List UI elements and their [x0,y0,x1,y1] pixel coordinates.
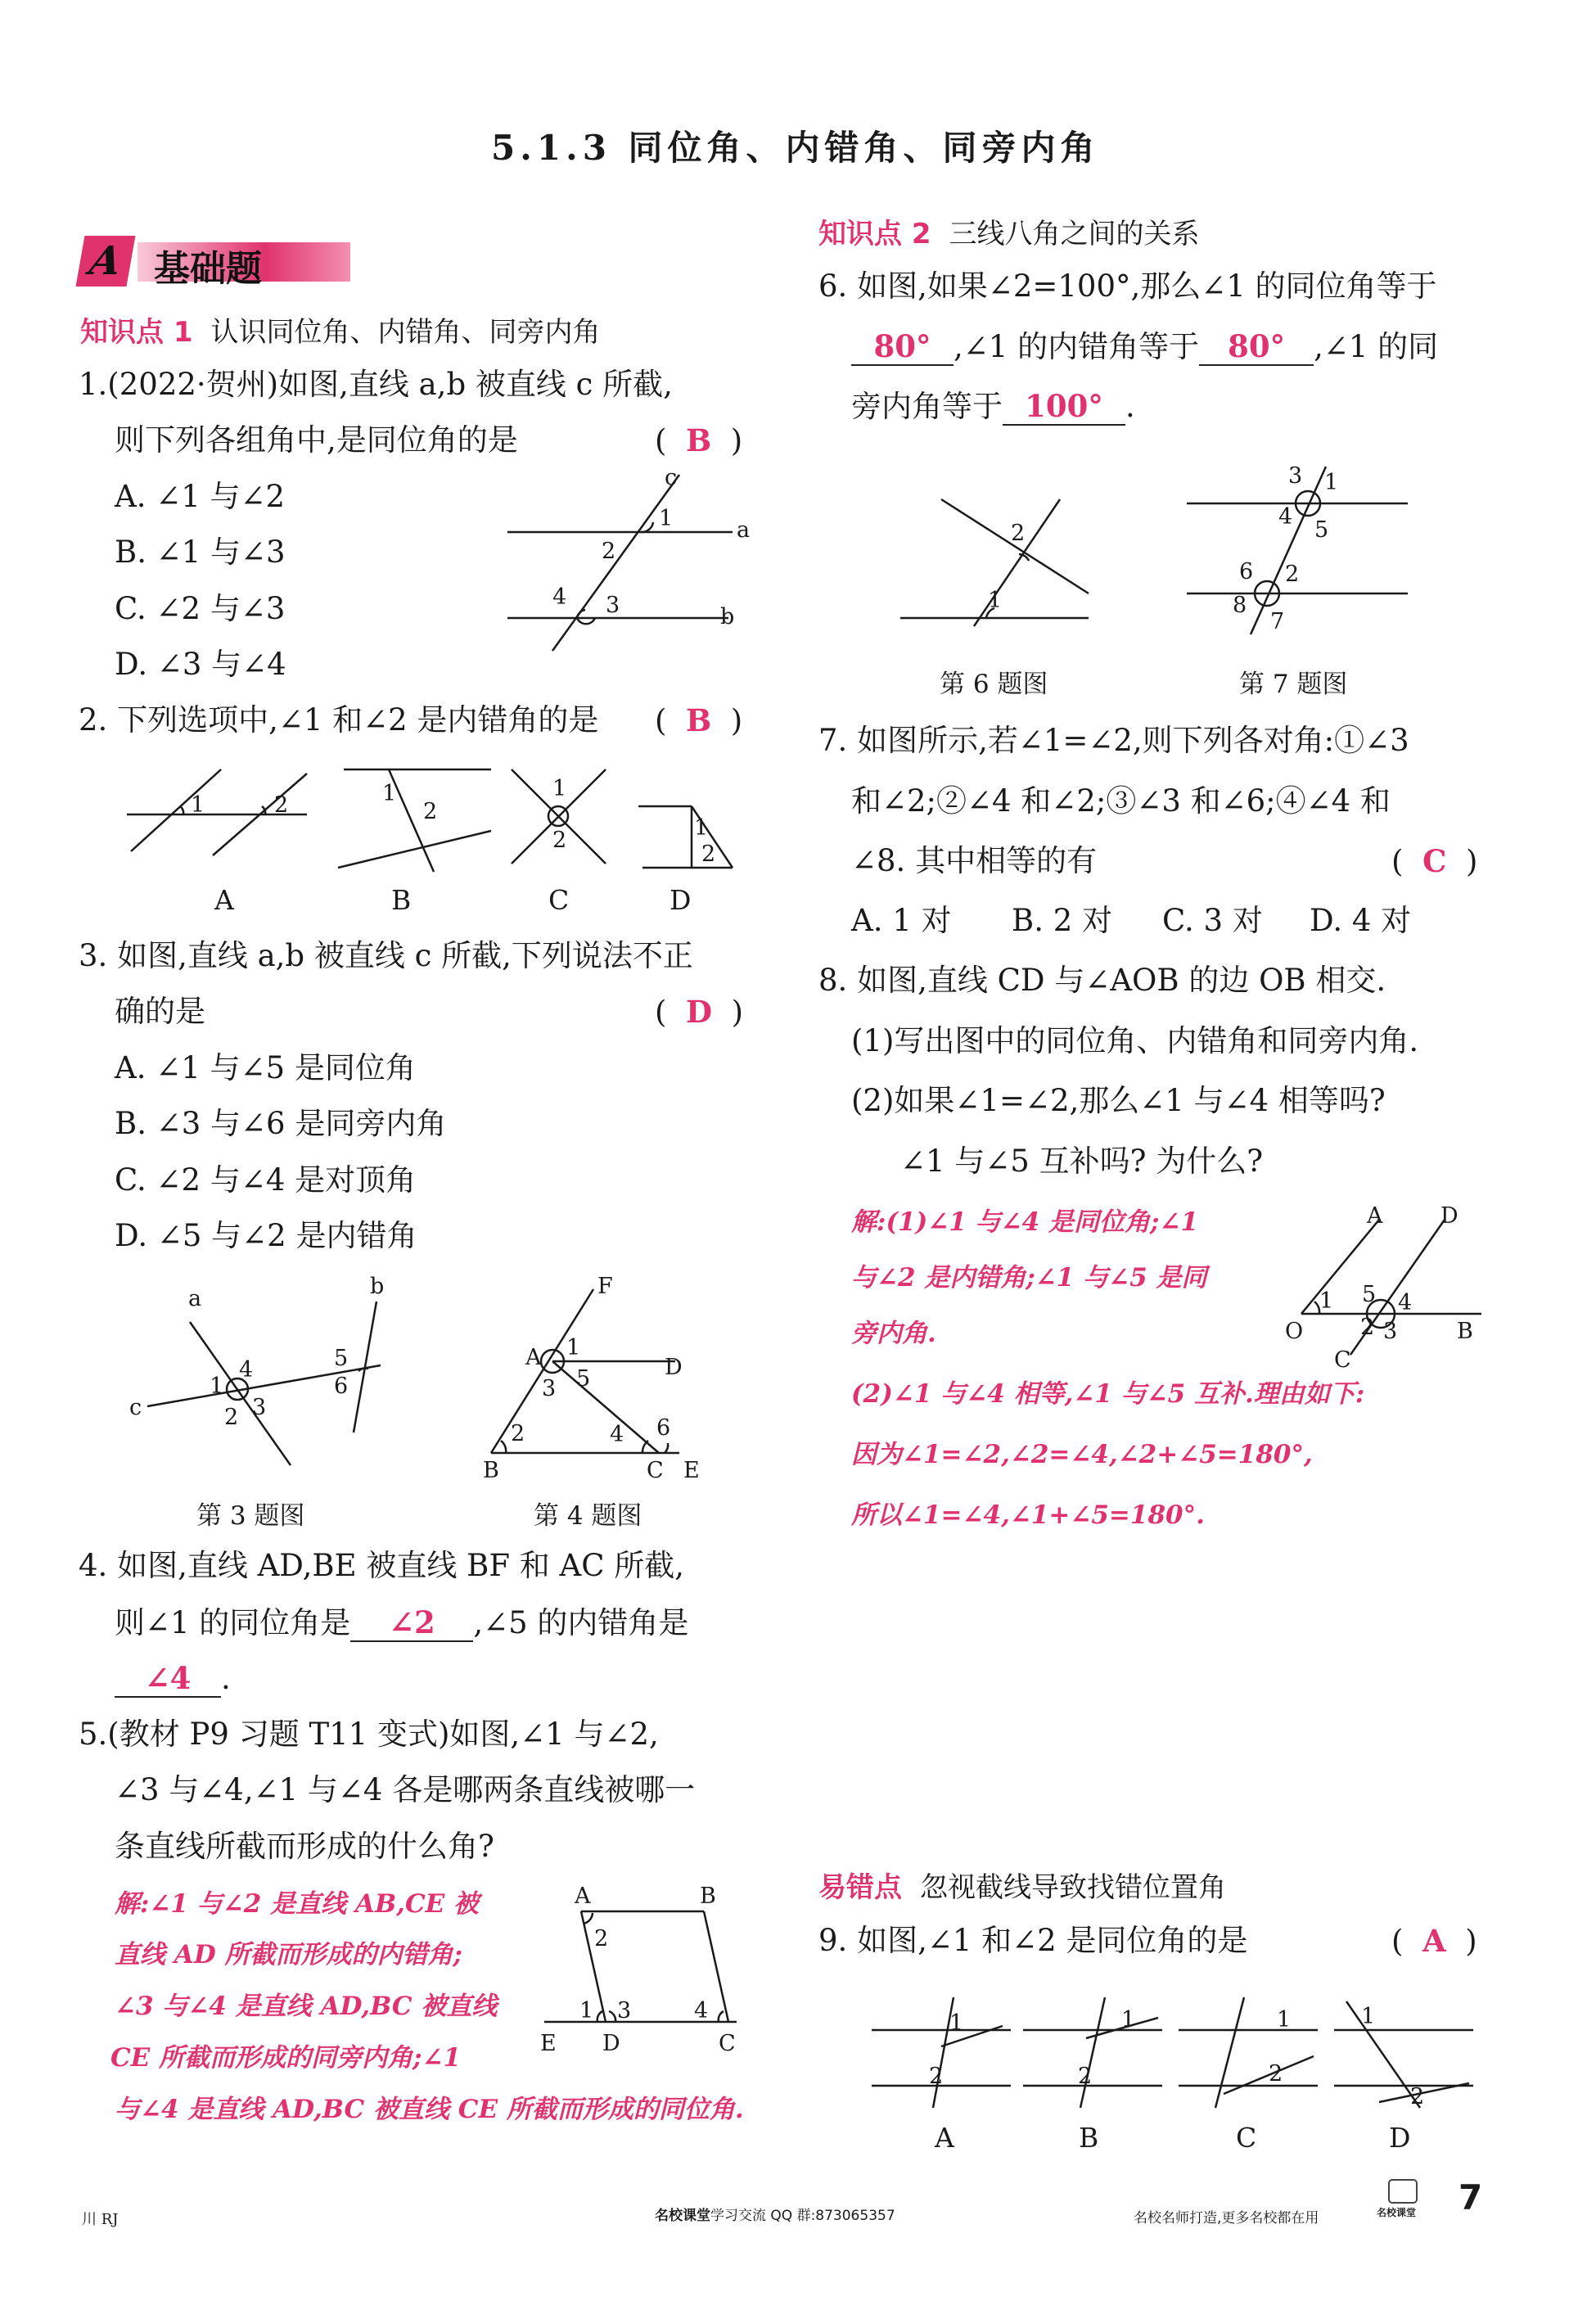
footer-left: 川 RJ [82,2211,119,2228]
q9-answer: ( A ) [1391,1923,1477,1959]
knowledge-point-1: 知识点 1 认识同位角、内错角、同旁内角 [80,316,601,349]
q5-solution-2: 直线 AD 所截而形成的内错角; [115,1940,462,1969]
q7-option-b: B. 2 对 [1012,903,1113,938]
q5-line3: 条直线所截而形成的什么角? [115,1829,494,1864]
q7-option-d: D. 4 对 [1310,903,1412,938]
svg-text:c: c [129,1395,142,1420]
q8-solution-3: 旁内角. [851,1319,936,1348]
svg-text:1: 1 [579,1998,594,2024]
q4-line3: ∠4 . [115,1660,231,1698]
svg-text:a: a [737,517,751,543]
svg-text:1: 1 [694,815,709,841]
svg-text:3: 3 [1383,1319,1398,1344]
svg-text:1: 1 [1319,1288,1334,1314]
q6-line3: 旁内角等于 100° . [851,388,1135,424]
badge-letter: A [76,236,136,286]
footer-right: 名校名师打造,更多名校都在用 [1134,2210,1319,2227]
svg-text:6: 6 [656,1415,671,1441]
q1-answer: ( B ) [655,422,743,458]
svg-text:4: 4 [239,1357,254,1383]
svg-text:4: 4 [610,1422,624,1447]
q6-answer-2: 80° [1199,328,1314,366]
svg-text:1: 1 [988,588,1003,613]
svg-text:F: F [597,1274,613,1299]
svg-text:2: 2 [274,792,289,818]
q4-caption: 第 4 题图 [534,1501,642,1531]
svg-text:2: 2 [423,799,438,824]
error-prone-point: 易错点 忽视截线导致找错位置角 [818,1871,1226,1904]
q5-line2: ∠3 与∠4,∠1 与∠4 各是哪两条直线被哪一 [115,1772,696,1807]
svg-text:1: 1 [566,1335,581,1360]
q9-option-a-figure [868,1989,1015,2112]
q8-solution-5: 因为∠1=∠2,∠2=∠4,∠2+∠5=180°, [851,1440,1313,1469]
q3-line2: 确的是 [115,994,205,1029]
q9-stem: 9. 如图,∠1 和∠2 是同位角的是 [818,1923,1248,1958]
q3-line1: 3. 如图,直线 a,b 被直线 c 所截,下列说法不正 [79,938,693,973]
q1-line1: 1.(2022·贺州)如图,直线 a,b 被直线 c 所截, [79,367,673,402]
svg-text:a: a [188,1286,202,1311]
q3-option-c: C. ∠2 与∠4 是对顶角 [115,1162,417,1198]
svg-text:2: 2 [929,2064,944,2089]
q9-label-b: B [1079,2122,1099,2154]
svg-text:3: 3 [617,1998,632,2024]
svg-text:4: 4 [1398,1290,1413,1315]
q5-figure [540,1884,753,2056]
q2-option-d-figure [634,761,749,876]
q2-label-a: A [214,884,234,916]
q8-solution-6: 所以∠1=∠4,∠1+∠5=180°. [851,1500,1205,1530]
svg-text:1: 1 [659,506,674,531]
q1-figure [491,467,753,663]
q4-line2: 则∠1 的同位角是 ∠2 ,∠5 的内错角是 [115,1604,689,1640]
svg-text:B: B [483,1458,499,1483]
q8-line4: ∠1 与∠5 互补吗? 为什么? [900,1144,1264,1179]
q6-answer-3: 100° [1003,388,1125,426]
svg-text:4: 4 [1278,504,1293,530]
svg-text:2: 2 [1285,562,1300,587]
svg-text:A: A [525,1345,542,1370]
q6-line2: 80° ,∠1 的内错角等于 80° ,∠1 的同 [851,328,1438,366]
q4-answer-2: ∠4 [115,1660,221,1698]
q2-option-b-figure [331,761,495,876]
footer-center: 名校课堂学习交流 QQ 群:873065357 [655,2208,895,2224]
svg-text:b: b [720,604,735,629]
svg-text:B: B [1457,1319,1473,1344]
svg-text:1: 1 [1121,2007,1136,2033]
q8-line3: (2)如果∠1=∠2,那么∠1 与∠4 相等吗? [851,1083,1386,1118]
q7-caption: 第 7 题图 [1239,670,1348,699]
svg-text:1: 1 [1361,2004,1376,2029]
q1-option-d: D. ∠3 与∠4 [115,647,286,682]
q8-solution-1: 解:(1)∠1 与∠4 是同位角;∠1 [851,1207,1199,1237]
svg-text:D: D [665,1355,683,1380]
q3-option-d: D. ∠5 与∠2 是内错角 [115,1218,417,1253]
q4-answer-1: ∠2 [350,1604,473,1642]
svg-text:2: 2 [1410,2084,1425,2109]
svg-text:2: 2 [552,828,567,853]
svg-text:1: 1 [949,2010,964,2036]
svg-text:E: E [540,2031,557,2056]
svg-text:2: 2 [1269,2061,1283,2087]
q3-caption: 第 3 题图 [196,1501,305,1531]
q1-option-b: B. ∠1 与∠3 [115,535,286,570]
q6-answer-1: 80° [851,328,954,366]
svg-text:2: 2 [594,1926,609,1951]
svg-text:D: D [602,2031,620,2056]
svg-text:2: 2 [1078,2064,1093,2089]
svg-text:5: 5 [1314,517,1329,543]
svg-text:3: 3 [252,1395,267,1420]
svg-text:2: 2 [224,1405,239,1430]
page-number: 7 [1458,2177,1483,2218]
svg-text:7: 7 [1270,609,1285,634]
q2-option-c-figure [503,761,618,868]
svg-text:1: 1 [1324,470,1339,495]
q5-solution-3: ∠3 与∠4 是直线 AD,BC 被直线 [115,1992,498,2021]
q2-label-d: D [670,884,692,916]
svg-text:E: E [683,1458,700,1483]
q9-label-c: C [1236,2122,1257,2154]
q1-line2: 则下列各组角中,是同位角的是 [115,422,518,458]
q2-answer: ( B ) [655,702,743,738]
svg-text:1: 1 [382,781,397,806]
svg-text:4: 4 [552,584,567,610]
svg-text:1: 1 [552,776,567,801]
q7-answer: ( C ) [1391,843,1478,879]
q5-solution-1: 解:∠1 与∠2 是直线 AB,CE 被 [115,1889,480,1919]
q4-line1: 4. 如图,直线 AD,BE 被直线 BF 和 AC 所截, [79,1548,685,1583]
svg-text:2: 2 [602,539,616,564]
q2-stem: 2. 下列选项中,∠1 和∠2 是内错角的是 [79,702,599,738]
q7-option-c: C. 3 对 [1162,903,1263,938]
svg-text:C: C [647,1458,664,1483]
q9-label-a: A [935,2122,954,2154]
q9-option-c-figure [1174,1989,1322,2112]
svg-text:B: B [700,1884,716,1909]
q7-figure [1179,458,1416,647]
q8-line2: (1)写出图中的同位角、内错角和同旁内角. [851,1023,1419,1058]
q6-caption: 第 6 题图 [940,670,1048,699]
svg-text:2: 2 [1011,521,1026,546]
q2-label-b: B [391,884,412,916]
q7-line2: 和∠2;②∠4 和∠2;③∠3 和∠6;④∠4 和 [851,783,1391,819]
q8-figure [1285,1203,1498,1373]
q8-line1: 8. 如图,直线 CD 与∠AOB 的边 OB 相交. [818,963,1386,998]
svg-text:2: 2 [511,1421,525,1446]
svg-text:D: D [1440,1203,1458,1229]
svg-text:A: A [575,1884,591,1909]
q5-line1: 5.(教材 P9 习题 T11 变式)如图,∠1 与∠2, [79,1717,659,1752]
q1-option-c: C. ∠2 与∠3 [115,591,286,626]
svg-text:5: 5 [576,1366,591,1392]
svg-text:2: 2 [701,841,716,867]
q3-option-b: B. ∠3 与∠6 是同旁内角 [115,1106,447,1141]
q7-line3: ∠8. 其中相等的有 [851,843,1098,878]
svg-text:8: 8 [1233,593,1247,618]
svg-text:C: C [1334,1347,1351,1373]
svg-text:1: 1 [210,1374,224,1399]
q5-solution-4: CE 所截而形成的同旁内角;∠1 [110,2043,462,2073]
q3-figure [123,1269,401,1465]
section-badge [80,236,358,290]
svg-text:5: 5 [334,1346,349,1371]
footer-logo: 名校课堂 [1377,2176,1426,2225]
q8-solution-2: 与∠2 是内错角;∠1 与∠5 是同 [851,1263,1207,1293]
svg-text:6: 6 [334,1374,349,1399]
svg-text:3: 3 [542,1376,557,1401]
q9-option-b-figure [1019,1989,1166,2112]
q2-option-a-figure [123,761,311,859]
svg-text:5: 5 [1362,1282,1377,1307]
svg-text:c: c [665,465,678,490]
svg-text:1: 1 [191,792,205,818]
q5-solution-5: 与∠4 是直线 AD,BC 被直线 CE 所截而形成的同位角. [115,2095,744,2124]
q7-line1: 7. 如图所示,若∠1=∠2,则下列各对角:①∠3 [818,723,1409,758]
q7-option-a: A. 1 对 [851,903,952,938]
q3-answer: ( D ) [655,994,744,1030]
svg-text:2: 2 [1360,1315,1375,1340]
svg-text:1: 1 [1277,2007,1292,2033]
q9-label-d: D [1389,2122,1411,2154]
q2-label-c: C [548,884,570,916]
q6-figure [896,491,1109,638]
q1-option-a: A. ∠1 与∠2 [115,479,286,514]
badge-label: 基础题 [154,248,262,290]
svg-text:C: C [719,2031,736,2056]
q6-line1: 6. 如图,如果∠2=100°,那么∠1 的同位角等于 [818,268,1437,304]
svg-text:6: 6 [1239,559,1254,584]
svg-text:b: b [370,1274,385,1299]
svg-text:3: 3 [606,593,620,618]
svg-text:4: 4 [694,1998,709,2024]
q8-solution-4: (2)∠1 与∠4 相等,∠1 与∠5 互补.理由如下: [851,1379,1365,1409]
q3-option-a: A. ∠1 与∠5 是同位角 [115,1050,416,1085]
knowledge-point-2: 知识点 2 三线八角之间的关系 [818,218,1200,250]
svg-text:A: A [1367,1203,1383,1229]
page-title: 5.1.3 同位角、内错角、同旁内角 [491,128,1100,168]
q9-option-d-figure [1330,1989,1477,2112]
q4-figure [475,1274,737,1483]
svg-text:O: O [1285,1319,1304,1344]
svg-text:3: 3 [1288,463,1303,489]
